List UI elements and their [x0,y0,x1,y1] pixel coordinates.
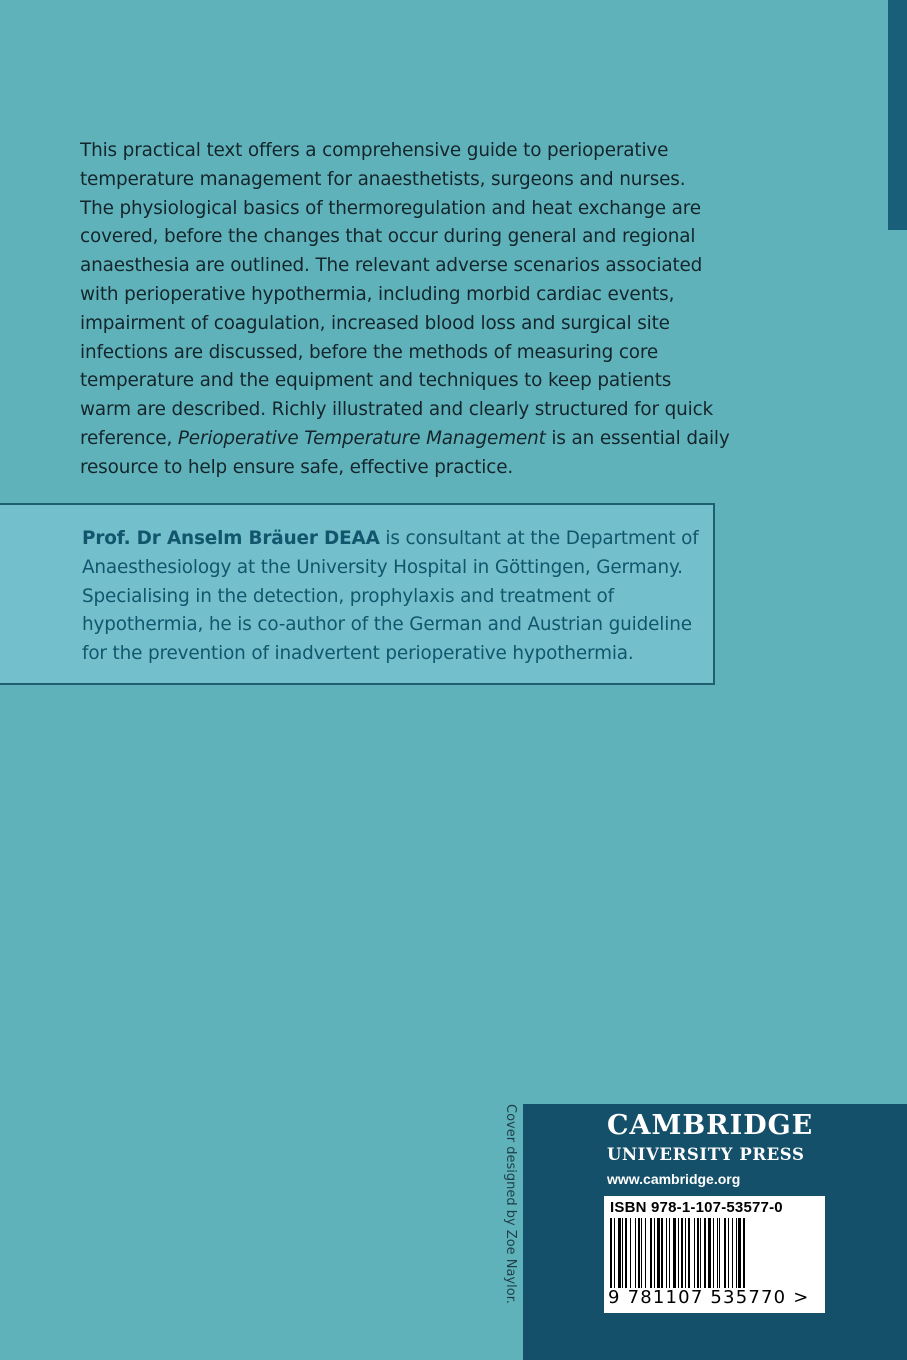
blurb-line: anaesthesia are outlined. The relevant adverse scenarios associated [80,255,703,277]
barcode-bar [618,1218,621,1288]
author-line: hypothermia, he is co-author of the German and Austrian guideline [82,614,692,636]
blurb-paragraph [80,137,730,483]
barcode-bar [625,1218,627,1288]
barcode-bar [708,1218,711,1288]
barcode-bar [743,1218,745,1288]
barcode-bar [614,1218,615,1288]
barcode-bar [700,1218,701,1288]
barcode-bar [719,1218,720,1288]
blurb-line: infections are discussed, before the methods of measuring core [80,341,659,363]
barcode-bar [657,1218,660,1288]
publisher-name: CAMBRIDGE [607,1110,814,1141]
barcode-bar [641,1218,642,1288]
barcode-bar [635,1218,636,1288]
barcode-bar [622,1218,623,1288]
blurb-line [80,425,730,454]
barcode-digits: 9 781107 535770 > [608,1287,810,1308]
blurb-line: with perioperative hypothermia, including morbid cardiac events, [80,283,675,305]
publisher-block [523,1104,907,1360]
barcode-bar [713,1218,714,1288]
author-line [82,525,702,554]
isbn-barcode [604,1196,825,1313]
barcode-bars [610,1218,810,1288]
spine-accent-bar [888,0,907,230]
blurb-text: is an essential daily [545,427,730,449]
barcode-bar [697,1218,699,1288]
barcode-bar [654,1218,655,1288]
barcode-bar [678,1218,679,1288]
barcode-bar [738,1218,741,1288]
barcode-bar [704,1218,706,1288]
barcode-bar [724,1218,726,1288]
author-bio [82,525,702,669]
publisher-url: www.cambridge.org [607,1171,741,1187]
blurb-line: covered, before the changes that occur during general and regional [80,226,696,248]
barcode-bar [650,1218,652,1288]
blurb-line: temperature and the equipment and techniques to keep patients [80,370,672,392]
author-name: Prof. Dr Anselm Bräuer DEAA [82,528,380,549]
blurb-line: temperature management for anaesthetists, surgeons and nurses. [80,168,686,190]
author-bio-box [0,503,715,685]
barcode-bar [732,1218,733,1288]
cover-design-credit: Cover designed by Zoe Naylor. [503,1104,518,1305]
barcode-bar [610,1218,612,1288]
barcode-bar [661,1218,663,1288]
barcode-bar [638,1218,640,1288]
blurb-line: resource to help ensure safe, effective practice. [80,456,514,478]
barcode-bar [673,1218,676,1288]
barcode-bar [645,1218,646,1288]
isbn-label: ISBN 978-1-107-53577-0 [610,1199,783,1216]
blurb-line: impairment of coagulation, increased blood loss and surgical site [80,312,670,334]
barcode-bar [736,1218,737,1288]
blurb-text: reference, [80,427,178,449]
barcode-bar [685,1218,686,1288]
publisher-subtitle: UNIVERSITY PRESS [607,1145,805,1164]
author-line: Specialising in the detection, prophylaxis and treatment of [82,585,614,607]
blurb-line: warm are described. Richly illustrated and clearly structured for quick [80,399,714,421]
barcode-bar [681,1218,683,1288]
barcode-bar [669,1218,670,1288]
barcode-bar [666,1218,667,1288]
book-title: Perioperative Temperature Management [177,427,546,449]
blurb-line: This practical text offers a comprehensive guide to perioperative [80,140,669,161]
barcode-bar [694,1218,695,1288]
barcode-bar [728,1218,729,1288]
blurb-line: The physiological basics of thermoregulation and heat exchange are [80,197,701,219]
barcode-bar [630,1218,631,1288]
author-line: for the prevention of inadvertent perioperative hypothermia. [82,643,634,665]
barcode-bar [688,1218,690,1288]
barcode-bar [717,1218,718,1288]
author-text: is consultant at the Department of [379,528,699,549]
author-line: Anaesthesiology at the University Hospital in Göttingen, Germany. [82,556,683,578]
